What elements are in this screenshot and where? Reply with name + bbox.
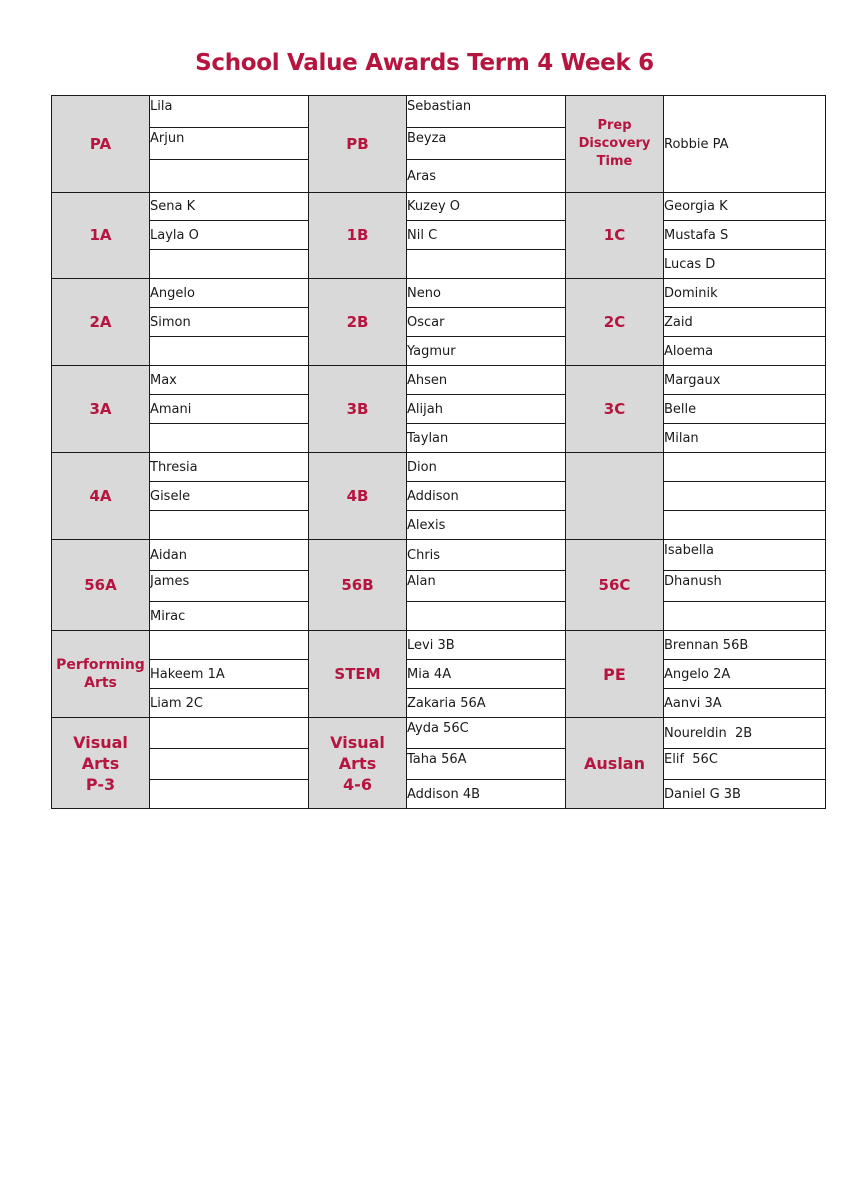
name-cell: Taha 56A — [407, 749, 566, 780]
name-cell: Zakaria 56A — [407, 689, 566, 718]
class-label-auslan: Auslan — [566, 718, 664, 809]
name-cell: Margaux — [664, 366, 826, 395]
class-label-visual-arts-4-6: Visual Arts 4-6 — [309, 718, 407, 809]
name-cell: Elif 56C — [664, 749, 826, 780]
name-cell: Dhanush — [664, 571, 826, 602]
name-cell: Liam 2C — [150, 689, 309, 718]
name-cell: Max — [150, 366, 309, 395]
class-label-pa: PA — [52, 96, 150, 193]
name-cell: Mustafa S — [664, 221, 826, 250]
name-cell: Dion — [407, 453, 566, 482]
name-cell — [150, 631, 309, 660]
class-label-performing-arts: Performing Arts — [52, 631, 150, 718]
name-cell: Addison 4B — [407, 780, 566, 809]
name-cell — [150, 250, 309, 279]
name-cell: Lila — [150, 96, 309, 128]
class-label-56b: 56B — [309, 540, 407, 631]
class-label-2b: 2B — [309, 279, 407, 366]
name-cell — [150, 337, 309, 366]
class-label-blank — [566, 453, 664, 540]
name-cell: Layla O — [150, 221, 309, 250]
name-cell: Kuzey O — [407, 193, 566, 221]
class-label-4a: 4A — [52, 453, 150, 540]
class-label-3a: 3A — [52, 366, 150, 453]
name-cell: Yagmur — [407, 337, 566, 366]
name-cell: James — [150, 571, 309, 602]
class-label-1a: 1A — [52, 193, 150, 279]
name-cell: Milan — [664, 424, 826, 453]
name-cell: Addison — [407, 482, 566, 511]
name-cell: Dominik — [664, 279, 826, 308]
name-cell: Angelo — [150, 279, 309, 308]
class-label-4b: 4B — [309, 453, 407, 540]
class-label-pe: PE — [566, 631, 664, 718]
name-cell: Hakeem 1A — [150, 660, 309, 689]
name-cell: Aidan — [150, 540, 309, 571]
class-label-56a: 56A — [52, 540, 150, 631]
class-label-prep-discovery: Prep Discovery Time — [566, 96, 664, 193]
name-cell — [150, 160, 309, 193]
name-cell: Georgia K — [664, 193, 826, 221]
name-cell: Brennan 56B — [664, 631, 826, 660]
name-cell: Alijah — [407, 395, 566, 424]
name-cell: Mirac — [150, 602, 309, 631]
name-cell: Ayda 56C — [407, 718, 566, 749]
name-cell: Aanvi 3A — [664, 689, 826, 718]
class-label-3b: 3B — [309, 366, 407, 453]
name-cell — [150, 718, 309, 749]
name-cell — [150, 511, 309, 540]
name-cell — [664, 511, 826, 540]
name-cell: Aras — [407, 160, 566, 193]
class-label-2a: 2A — [52, 279, 150, 366]
name-cell — [407, 250, 566, 279]
class-label-3c: 3C — [566, 366, 664, 453]
name-cell: Daniel G 3B — [664, 780, 826, 809]
name-cell — [664, 482, 826, 511]
class-label-visual-arts-p3: Visual Arts P-3 — [52, 718, 150, 809]
class-label-2c: 2C — [566, 279, 664, 366]
name-cell: Levi 3B — [407, 631, 566, 660]
name-cell: Gisele — [150, 482, 309, 511]
name-cell: Amani — [150, 395, 309, 424]
page-title: School Value Awards Term 4 Week 6 — [195, 50, 654, 76]
name-cell: Belle — [664, 395, 826, 424]
name-cell: Beyza — [407, 128, 566, 160]
name-cell — [150, 424, 309, 453]
name-cell: Aloema — [664, 337, 826, 366]
name-cell: Neno — [407, 279, 566, 308]
name-cell: Robbie PA — [664, 96, 826, 193]
name-cell: Angelo 2A — [664, 660, 826, 689]
name-cell: Alan — [407, 571, 566, 602]
name-cell — [407, 602, 566, 631]
class-label-56c: 56C — [566, 540, 664, 631]
name-cell — [664, 602, 826, 631]
name-cell: Oscar — [407, 308, 566, 337]
name-cell: Arjun — [150, 128, 309, 160]
name-cell: Alexis — [407, 511, 566, 540]
name-cell: Sebastian — [407, 96, 566, 128]
name-cell: Nil C — [407, 221, 566, 250]
name-cell — [150, 780, 309, 809]
name-cell: Zaid — [664, 308, 826, 337]
name-cell: Lucas D — [664, 250, 826, 279]
name-cell — [150, 749, 309, 780]
name-cell: Mia 4A — [407, 660, 566, 689]
name-cell: Thresia — [150, 453, 309, 482]
name-cell: Chris — [407, 540, 566, 571]
class-label-1b: 1B — [309, 193, 407, 279]
class-label-pb: PB — [309, 96, 407, 193]
awards-table — [51, 95, 826, 809]
name-cell: Taylan — [407, 424, 566, 453]
name-cell: Simon — [150, 308, 309, 337]
class-label-stem: STEM — [309, 631, 407, 718]
name-cell: Sena K — [150, 193, 309, 221]
name-cell: Isabella — [664, 540, 826, 571]
name-cell: Ahsen — [407, 366, 566, 395]
name-cell — [664, 453, 826, 482]
name-cell: Noureldin 2B — [664, 718, 826, 749]
class-label-1c: 1C — [566, 193, 664, 279]
